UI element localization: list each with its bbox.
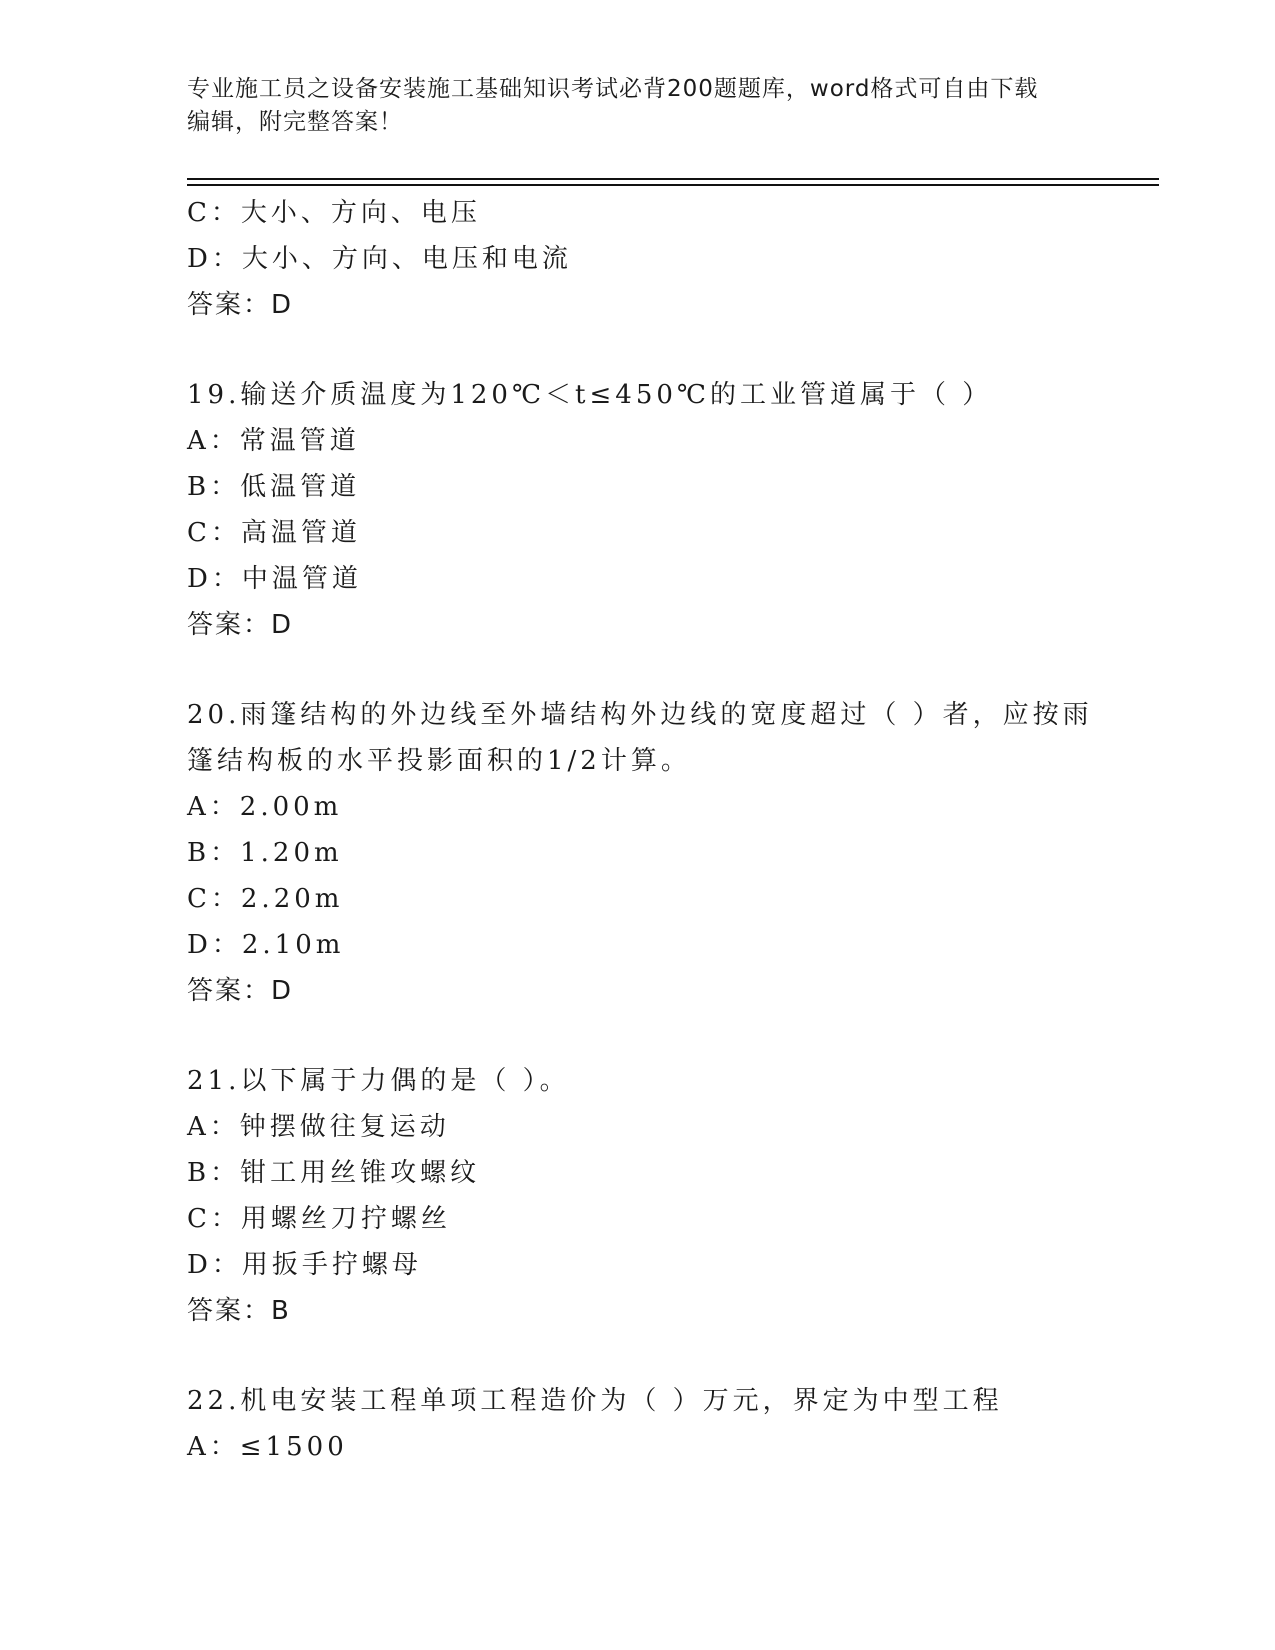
question-block xyxy=(187,372,1087,648)
question-block xyxy=(187,692,1093,1014)
option-item: D：大小、方向、电压和电流 xyxy=(187,244,572,274)
question-block xyxy=(187,190,1087,328)
answer-text: 答案：B xyxy=(187,1296,291,1326)
question-text: 22.机电安装工程单项工程造价为（ ）万元，界定为中型工程 xyxy=(187,1386,1003,1416)
option-item: C：用螺丝刀拧螺丝 xyxy=(187,1204,451,1234)
header-rule-bottom xyxy=(187,184,1159,186)
option-item: C：大小、方向、电压 xyxy=(187,198,481,228)
option-item: A：2.00m xyxy=(187,792,343,822)
option-item: D：用扳手拧螺母 xyxy=(187,1250,422,1280)
question-text: 20.雨篷结构的外边线至外墙结构外边线的宽度超过（ ）者，应按雨 xyxy=(187,700,1093,730)
option-item: C：高温管道 xyxy=(187,518,361,548)
question-list xyxy=(187,190,1093,1470)
question-block xyxy=(187,1058,1087,1334)
question-text: 21.以下属于力偶的是（ ）。 xyxy=(187,1066,570,1096)
header-rule-top xyxy=(187,178,1159,180)
option-item: A：钟摆做往复运动 xyxy=(187,1112,450,1142)
question-text: 19.输送介质温度为120℃＜t≤450℃的工业管道属于（ ） xyxy=(187,380,993,410)
option-item: B：钳工用丝锥攻螺纹 xyxy=(187,1158,481,1188)
header-line-1: 专业施工员之设备安装施工基础知识考试必背200题题库，word格式可自由下载 xyxy=(187,76,1039,102)
answer-text: 答案：D xyxy=(187,610,294,640)
header-line-2: 编辑，附完整答案！ xyxy=(187,109,403,135)
option-item: D：2.10m xyxy=(187,930,345,960)
question-block xyxy=(187,1378,1087,1470)
option-item: A：≤1500 xyxy=(187,1432,348,1462)
option-item: C：2.20m xyxy=(187,884,344,914)
document-header xyxy=(187,73,1087,139)
option-item: A：常温管道 xyxy=(187,426,360,456)
option-item: D：中温管道 xyxy=(187,564,362,594)
question-text: 篷结构板的水平投影面积的1/2计算。 xyxy=(187,746,691,776)
option-item: B：1.20m xyxy=(187,838,343,868)
answer-text: 答案：D xyxy=(187,290,294,320)
option-item: B：低温管道 xyxy=(187,472,361,502)
answer-text: 答案：D xyxy=(187,976,294,1006)
